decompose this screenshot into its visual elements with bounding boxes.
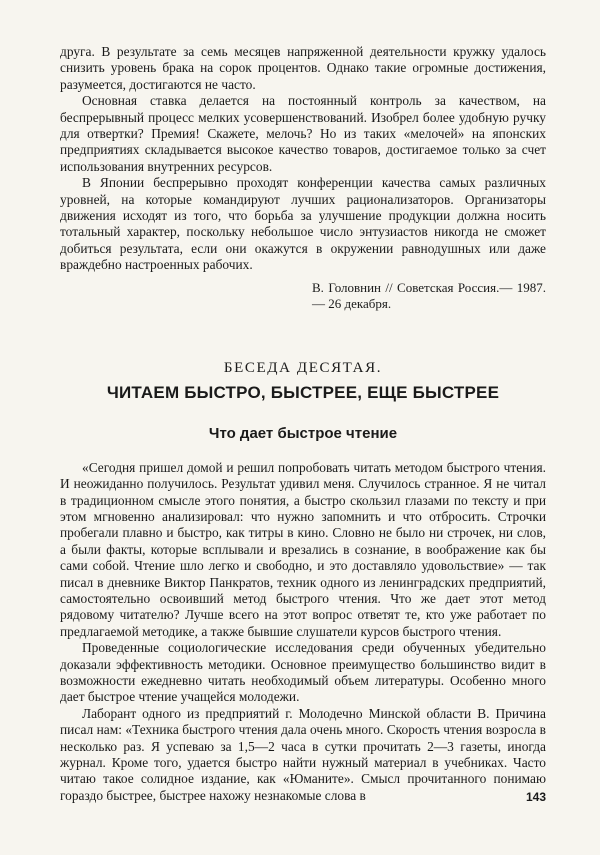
article-citation: В. Головнин // Советская Россия.— 1987.— 26 декабря. xyxy=(312,279,546,311)
article-continuation xyxy=(60,44,546,312)
section-title: Что дает быстрое чтение xyxy=(208,424,398,442)
article-paragraph-2: Основная ставка делается на постоянный контроль за качеством, на беспрерывный процесс мелких усовершенствований. Изобрел более удобную ручку для отвертки? Премия! Скажете, мелочь? Но из таких «мелочей» на японских предприятиях складывается высокое качество товаров, достигаемое только за счет использования внутренних ресурсов. xyxy=(60,93,546,174)
article-paragraph-1: друга. В результате за семь месяцев напряженной деятельности кружку удалось снизить уровень брака на сорок процентов. Однако такие огромные достижения, разумеется, достигаются не часто. xyxy=(60,44,546,92)
chapter-label: БЕСЕДА ДЕСЯТАЯ. xyxy=(223,359,383,376)
chapter-paragraph-2: Проведенные социологические исследования среди обученных убедительно доказали эффективность методики. Основное преимущество большинство видит в возможности ежедневно читать необходимый объем литературы. Особенно много дает быстрое чтение учащейся молодежи. xyxy=(60,640,546,705)
chapter-paragraph-3: Лаборант одного из предприятий г. Молодечно Минской области В. Причина писал нам: «Техника быстрого чтения дала очень много. Скорость чтения возросла в несколько раз. Я успеваю за 1,5—2 часа в сутки прочитать 2—3 газеты, иногда журнал. Кроме того, удается быстро найти нужный материал в учебниках. Часто читаю такое солидное издание, как «Юманите». Смысл прочитанного понимаю гораздо быстрее, быстрее нахожу незнакомые слова в xyxy=(60,705,546,803)
article-paragraph-3: В Японии беспрерывно проходят конференции качества самых различных уровней, на которые командируют лучших рационализаторов. Организаторы движения исходят из того, что борьба за улучшение продукции должна носить тотальный характер, поскольку небольшое число энтузиастов никогда не сможет добиться результата, если они окажутся в окружении равнодушных или даже враждебно настроенных рабочих. xyxy=(60,175,546,273)
chapter-body xyxy=(60,460,546,805)
chapter-paragraph-1: «Сегодня пришел домой и решил попробовать читать методом быстрого чтения. И неожиданно получилось. Результат удивил меня. Случилось странное. Я не читал в традиционном смысле этого понятия, а быстро скользил глазами по тексту и при этом мгновенно анализировал: что нужно запомнить и что отбросить. Строчки пробегали плавно и быстро, как титры в кино. Словно не было ни строчек, ни слов, а были факты, которые всплывали и врезались в сознание, в воображение как бы сами собой. Чтение шло легко и свободно, и это доставляло удовольствие» — так писал в дневнике Виктор Панкратов, техник одного из ленинградских предприятий, самостоятельно освоивший метод быстрого чтения. Что же дает этот метод рядовому читателю? Лучше всего на этот вопрос ответят те, кто уже работает по предлагаемой методике, а также бывшие слушатели курсов быстрого чтения. xyxy=(60,459,546,639)
page-number: 143 xyxy=(525,790,546,804)
chapter-title: ЧИТАЕМ БЫСТРО, БЫСТРЕЕ, ЕЩЕ БЫСТРЕЕ xyxy=(106,382,500,402)
